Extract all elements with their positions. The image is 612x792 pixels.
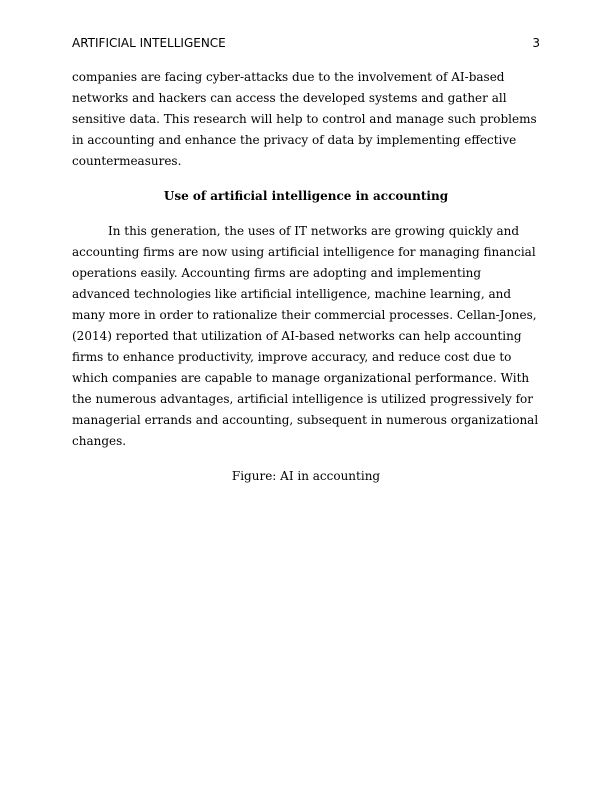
page-header: [72, 35, 540, 51]
page-number: 3: [532, 36, 540, 50]
body-paragraph: In this generation, the uses of IT networks are growing quickly and accounting firms are now using artificial intelligence for managing financial operations easily. Accounting firms are adopting and implementing advanced technologies like artificial intelligence, machine learning, and many more in order to rationalize their commercial processes. Cellan-Jones, (2014) reported that utilization of AI-based networks can help accounting firms to enhance productivity, improve accuracy, and reduce cost due to which companies are capable to manage organizational performance. With the numerous advantages, artificial intelligence is utilized progressively for managerial errands and accounting, subsequent in numerous organizational changes.: [72, 224, 539, 448]
running-head: ARTIFICIAL INTELLIGENCE: [72, 36, 226, 50]
figure-caption: Figure: AI in accounting: [231, 469, 381, 483]
section-heading: Use of artificial intelligence in accounting: [163, 189, 449, 203]
body-paragraph: companies are facing cyber-attacks due to the involvement of AI-based networks and hackers can access the developed systems and gather all sensitive data. This research will help to control and manage such problems in accounting and enhance the privacy of data by implementing effective countermeasures.: [72, 70, 537, 168]
document-body: [72, 67, 540, 487]
